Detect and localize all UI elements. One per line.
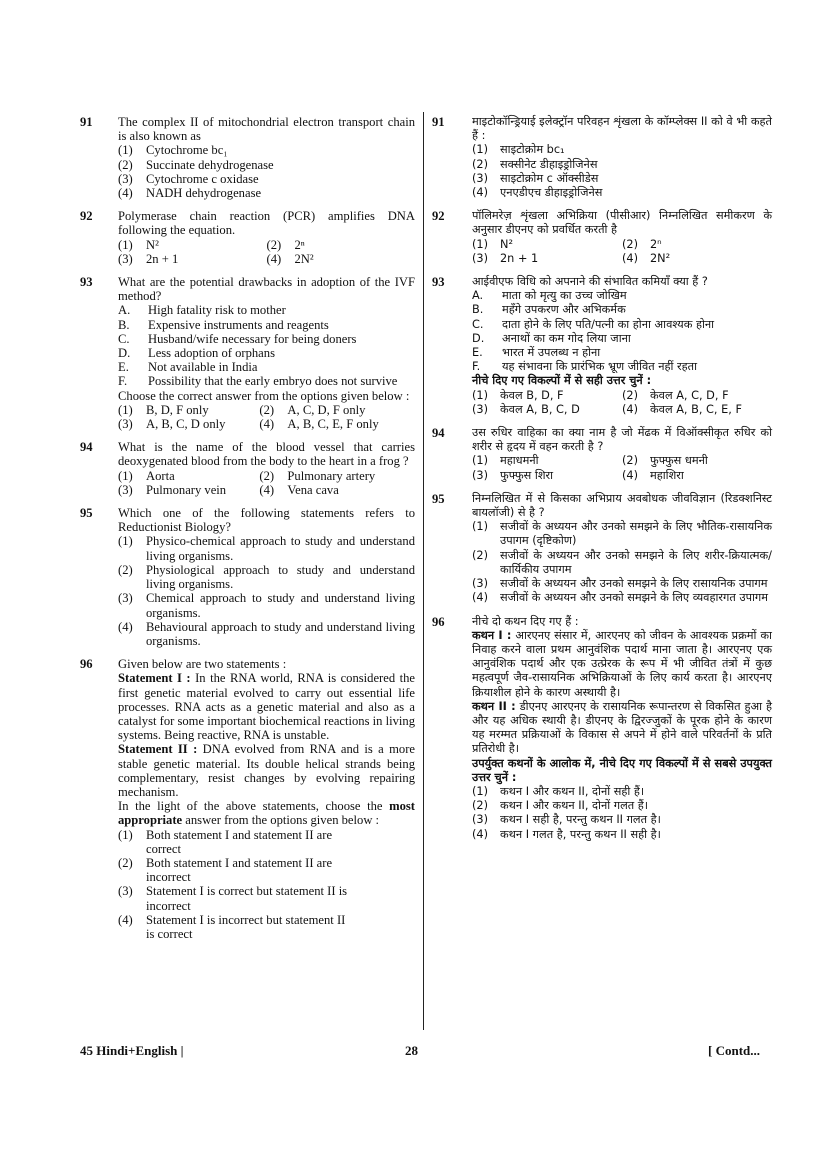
option[interactable]: (3) कथन I सही है, परन्तु कथन II गलत है। [472, 813, 661, 827]
question-text: The complex II of mitochondrial electron transport chain is also known as [118, 115, 415, 144]
list-item: D. अनाथों का कम गोद लिया जाना [472, 331, 631, 345]
option[interactable]: (2) 2ⁿ [622, 237, 662, 251]
question-number: 91 [432, 115, 445, 129]
question-95-hi [432, 492, 772, 606]
question-text: What is the name of the blood vessel that carries deoxygenated blood from the body to the heart in a frog ? [118, 440, 415, 469]
question-number: 93 [432, 275, 445, 290]
option[interactable]: (3) A, B, C, D only [118, 417, 226, 432]
list-item: A. माता को मृत्यु का उच्च जोखिम [472, 289, 627, 303]
option[interactable]: (2) A, C, D, F only [259, 402, 366, 417]
option[interactable]: (1) Physico-chemical approach to study and understand living organisms. [118, 534, 415, 563]
option[interactable]: (1) महाधमनी [472, 454, 539, 468]
question-text: पॉलिमरेज़ शृंखला अभिक्रिया (पीसीआर) निम्नलिखित समीकरण के अनुसार डीएनए को प्रवर्धित करती है [472, 209, 772, 237]
question-number: 93 [80, 275, 93, 290]
option[interactable]: (3) फुफ्फुस शिरा [472, 468, 554, 482]
question-93-hi [432, 275, 772, 417]
choose-instruction: उपर्युक्त कथनों के आलोक में, नीचे दिए गए विकल्पों में से सबसे उपयुक्त उत्तर चुनें : [472, 756, 772, 784]
option[interactable]: (4) 2N² [622, 251, 671, 265]
option[interactable]: (4) NADH dehydrogenase [118, 186, 262, 201]
statement-1: कथन I : आरएनए संसार में, आरएनए को जीवन के आवश्यक प्रक्रमों का निवाह करने वाला प्रथम आनुवंशिक पदार्थ माना जाता है। आरएनए एक आनुवंशिक पदार्थ और एक उत्प्रेरक के रूप में भी जीवित तंत्रों में कुछ महत्वपूर्ण जैव-रासायनिक अभिक्रियाओं के लिए कार्य करता है। आरएनए क्रियाशील होने के कारण अस्थायी है। [472, 628, 772, 699]
choose-instruction: नीचे दिए गए विकल्पों में से सही उत्तर चुनें : [472, 374, 652, 388]
option[interactable]: (4) केवल A, B, C, E, F [622, 402, 742, 416]
option[interactable]: (1) N² [472, 237, 513, 251]
option[interactable]: (4) 2N² [266, 251, 314, 266]
option[interactable]: (3) साइटोक्रोम c ऑक्सीडेस [472, 171, 599, 185]
hindi-column [432, 115, 772, 851]
option[interactable]: (4) Statement I is incorrect but statement II is correct [118, 912, 346, 941]
option[interactable]: (3) 2n + 1 [118, 251, 179, 266]
option[interactable]: (2) Physiological approach to study and understand living organisms. [118, 562, 415, 592]
question-number: 92 [432, 209, 445, 224]
option[interactable]: (1) केवल B, D, F [472, 388, 564, 402]
question-number: 95 [432, 491, 445, 506]
question-text: निम्नलिखित में से किसका अभिप्राय अवबोधक जीवविज्ञान (रिडक्शनिस्ट बायलॉजी) से है ? [472, 491, 772, 520]
option[interactable]: (1) साइटोक्रोम bc₁ [472, 143, 565, 157]
option[interactable]: (2) Both statement I and statement II are incorrect [118, 855, 333, 885]
option[interactable]: (1) कथन I और कथन II, दोनों सही हैं। [472, 784, 645, 798]
question-number: 96 [432, 614, 445, 629]
list-item: C. Husband/wife necessary for being doners [118, 331, 357, 346]
option[interactable]: (4) एनएडीएच डीहाइड्रोजिनेस [472, 186, 603, 200]
option[interactable]: (4) सजीवों के अध्ययन और उनको समझने के लिए व्यवहारगत उपागम [472, 591, 769, 605]
question-text: What are the potential drawbacks in adoption of the IVF method? [118, 275, 415, 304]
list-item: B. Expensive instruments and reagents [118, 317, 329, 332]
question-text: आईवीएफ विधि को अपनाने की संभावित कमियाँ क्या हैं ? [472, 275, 708, 289]
question-text: Polymerase chain reaction (PCR) amplifies DNA following the equation. [118, 209, 415, 238]
option[interactable]: (4) A, B, C, E, F only [259, 417, 379, 432]
question-91-hi [432, 115, 772, 200]
option[interactable]: (3) Pulmonary vein [118, 482, 227, 497]
statement-2: कथन II : डीएनए आरएनए के रासायनिक रूपान्तरण से विकसित हुआ है और यह अधिक स्थायी है। डीएनए के द्विरज्जुकों के पूरक होने के कारण यह मरम्मत प्रक्रियाओं के विकास से अपने में होने वाले परिवर्तनों के प्रति प्रतिरोधी है। [472, 699, 772, 756]
choose-instruction: In the light of the above statements, choose the most appropriate answer from the options given below : [118, 799, 415, 828]
footer-continued: [ Contd... [708, 1043, 761, 1058]
question-number: 91 [80, 115, 93, 129]
column-divider [423, 112, 424, 1030]
option[interactable]: (4) Vena cava [259, 482, 339, 497]
option[interactable]: (2) केवल A, C, D, F [622, 388, 729, 402]
option[interactable]: (4) महाशिरा [622, 468, 684, 482]
option[interactable]: (2) 2ⁿ [266, 237, 305, 252]
question-intro: नीचे दो कथन दिए गए हैं : [472, 614, 579, 628]
question-text: Which one of the following statements refers to Reductionist Biology? [118, 506, 415, 535]
option[interactable]: (3) Chemical approach to study and understand living organisms. [118, 591, 415, 620]
option[interactable]: (1) N² [118, 237, 159, 252]
option[interactable]: (3) Cytochrome c oxidase [118, 171, 259, 186]
question-number: 95 [80, 506, 93, 521]
question-92-en [80, 209, 415, 266]
statement-2: Statement II : DNA evolved from RNA and is a more stable genetic material. Its double helical strands being complementary, resist changes by evolving repairing mechanism. [118, 742, 415, 799]
option[interactable]: (3) सजीवों के अध्ययन और उनको समझने के लिए रासायनिक उपागम [472, 577, 768, 591]
question-91-en [80, 115, 415, 200]
choose-instruction: Choose the correct answer from the options given below : [118, 388, 410, 403]
option[interactable]: (4) Behavioural approach to study and understand living organisms. [118, 619, 415, 648]
list-item: F. यह संभावना कि प्रारंभिक भ्रूण जीवित नहीं रहता [472, 360, 698, 374]
question-94-en [80, 440, 415, 497]
question-number: 94 [432, 426, 445, 441]
list-item: E. Not available in India [118, 360, 258, 375]
question-95-en [80, 506, 415, 648]
question-92-hi [432, 209, 772, 266]
question-93-en [80, 275, 415, 431]
option[interactable]: (1) B, D, F only [118, 402, 209, 417]
question-number: 96 [80, 657, 93, 672]
option[interactable]: (2) सक्सीनेट डीहाइड्रोजिनेस [472, 157, 598, 171]
question-text: उस रुधिर वाहिका का क्या नाम है जो मेंढक में विऑक्सीकृत रुधिर को शरीर से हृदय में वहन करती है ? [472, 426, 772, 454]
list-item: C. दाता होने के लिए पति/पत्नी का होना आवश्यक होना [472, 317, 715, 331]
option[interactable]: (2) सजीवों के अध्ययन और उनको समझने के लिए शरीर-क्रियात्मक/कार्यिकीय उपागम [472, 548, 772, 576]
option[interactable]: (1) Cytochrome bc₁ [118, 143, 228, 158]
question-number: 94 [80, 440, 93, 455]
option[interactable]: (4) कथन I गलत है, परन्तु कथन II सही है। [472, 827, 661, 841]
page-number: 28 [405, 1043, 418, 1058]
option[interactable]: (3) 2n + 1 [472, 251, 539, 265]
list-item: F. Possibility that the early embryo does not survive [118, 374, 398, 389]
option[interactable]: (1) Both statement I and statement II are correct [118, 827, 333, 856]
list-item: A. High fatality risk to mother [118, 303, 286, 318]
option[interactable]: (2) Succinate dehydrogenase [118, 157, 274, 172]
statement-1: Statement I : In the RNA world, RNA is considered the first genetic material evolved to carry out essential life processes. RNA acts as a genetic material and also as a catalyst for some important biochemical reactions in living systems. Being reactive, RNA is unstable. [118, 671, 415, 743]
question-text: माइटोकॉन्ड्रियाई इलेक्ट्रॉन परिवहन शृंखला के कॉम्प्लेक्स II को वे भी कहते हैं : [472, 115, 772, 143]
question-number: 92 [80, 209, 93, 224]
list-item: E. भारत में उपलब्ध न होना [472, 346, 601, 360]
option[interactable]: (3) केवल A, B, C, D [472, 402, 580, 416]
footer-booklet-code: 45 Hindi+English | [80, 1043, 184, 1058]
question-96-en [80, 657, 415, 941]
option[interactable]: (1) Aorta [118, 468, 175, 483]
english-column [80, 115, 415, 950]
list-item: B. महँगे उपकरण और अभिकर्मक [472, 303, 626, 317]
option[interactable]: (3) Statement I is correct but statement II is incorrect [118, 884, 348, 913]
option[interactable]: (2) Pulmonary artery [259, 468, 376, 483]
question-94-hi [432, 426, 772, 483]
list-item: D. Less adoption of orphans [118, 346, 275, 361]
option[interactable]: (1) सजीवों के अध्ययन और उनको समझने के लिए भौतिक-रासायनिक उपागम (दृष्टिकोण) [472, 520, 772, 548]
option[interactable]: (2) कथन I और कथन II, दोनों गलत हैं। [472, 799, 649, 813]
question-intro: Given below are two statements : [118, 657, 287, 672]
question-96-hi [432, 615, 772, 842]
option[interactable]: (2) फुफ्फुस धमनी [622, 454, 708, 468]
